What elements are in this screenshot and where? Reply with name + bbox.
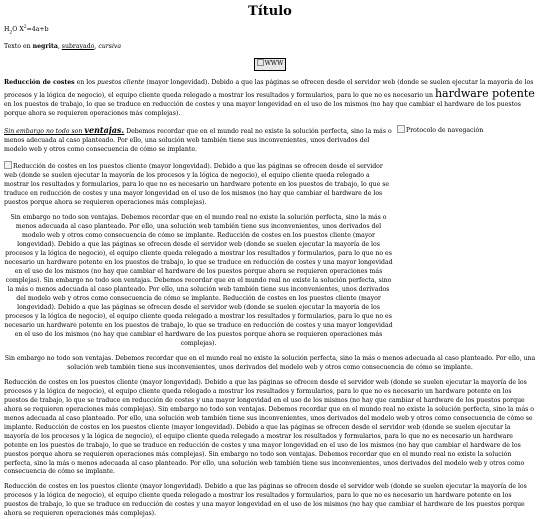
www-label: WWW	[264, 60, 284, 68]
p1-big: hardware potente	[434, 87, 535, 101]
paragraph-2	[4, 125, 393, 155]
p3-alt: Reducción de costes en los puestos cliente	[13, 162, 147, 170]
p3-text: (mayor longevidad). Debido a que las páginas se ofrecen desde el servidor web (donde se suelen ejecutar la mayoría de los procesos y la lógica de negocio), el equipo cliente queda relegado a mostrar los resultados y formularios, para lo que no es necesario un hardware potente en los puestos de trabajo, lo que se traduce en reducción de costes y una mayor longevidad en el uso de los mismos (no hay que cambiar el hardware de los puestos porque ahora se requieren operaciones más complejas).	[4, 162, 390, 206]
p1-italic: puestos cliente	[97, 79, 145, 87]
formula-o: O	[12, 26, 18, 34]
styles-line	[4, 43, 536, 52]
styles-sep1: ,	[57, 43, 62, 51]
navigation-protocol-image	[397, 125, 536, 136]
styles-prefix: Texto en	[4, 43, 33, 51]
formula-subscript: 2	[9, 30, 13, 36]
p2-link-text: Sin embargo no todo son	[4, 128, 85, 136]
page-title: Título	[248, 4, 292, 19]
formula-x: X	[19, 26, 24, 34]
paragraph-3	[4, 161, 393, 208]
broken-image-icon	[397, 125, 405, 133]
p2-ventajas: ventajas.	[84, 125, 125, 136]
formula-h: H	[4, 26, 10, 34]
bold-text: negrita	[32, 43, 58, 51]
p2-text: Debemos recordar que en el mundo real no existe la solución perfecta, sino la más o menos adecuada al caso planteado. Por ello, una solución web también tiene sus inconvenientes, unos derivados del modelo web y otros como consecuencia de cómo se implante.	[4, 128, 392, 153]
two-column-row	[4, 125, 536, 355]
paragraph-5: Sin embargo no todo son ventajas. Debemos recordar que en el mundo real no existe la solución perfecta, sino la más o menos adecuada al caso planteado. Por ello, una solución web también tiene sus inconvenientes, unos derivados del modelo web y otros como consecuencia de cómo se implante.	[4, 354, 536, 371]
paragraph-1	[4, 79, 536, 119]
p1-bold: Reducción de costes	[4, 79, 75, 87]
broken-image-icon	[257, 59, 264, 66]
formula-rest: =4a+b	[26, 26, 49, 34]
italic-text: cursiva	[98, 43, 122, 51]
left-column	[4, 125, 393, 355]
ventajas-link[interactable]	[4, 125, 125, 136]
right-column	[393, 125, 536, 355]
styles-sep2: ,	[94, 43, 99, 51]
p1-text3: en los puestos de trabajo, lo que se traduce en reducción de costes y una mayor longevidad en el uso de los mismos (no hay que cambiar el hardware de los puestos porque ahora se requieren operaciones más complejas).	[4, 101, 521, 118]
underline-text: subrayado	[61, 43, 95, 51]
paragraph-7: Reducción de costes en los puestos cliente (mayor longevidad). Debido a que las páginas se ofrecen desde el servidor web (donde se suelen ejecutar la mayoría de los procesos y la lógica de negocio), el equipo cliente queda relegado a mostrar los resultados y formularios, para lo que no es necesario un hardware potente en los puestos de trabajo, lo que se traduce en reducción de costes y una mayor longevidad en el uso de los mismos (no hay que cambiar el hardware de los puestos porque ahora se requieren operaciones más complejas).	[4, 483, 527, 518]
formula-superscript: 2	[23, 25, 27, 31]
www-image-button[interactable]	[254, 58, 286, 71]
paragraph-4: Sin embargo no todo son ventajas. Debemos recordar que en el mundo real no existe la solución perfecta, sino la más o menos adecuada al caso planteado. Por ello, una solución web también tiene sus inconvenientes, unos derivados del modelo web y otros como consecuencia de cómo se implante. Reducción de costes en los puestos cliente (mayor longevidad). Debido a que las páginas se ofrecen desde el servidor web (donde se suelen ejecutar la mayoría de los procesos y la lógica de negocio), el equipo cliente queda relegado a mostrar los resultados y formularios, para lo que no es necesario un hardware potente en los puestos de trabajo, lo que se traduce en reducción de costes y una mayor longevidad en el uso de los mismos (no hay que cambiar el hardware de los puestos porque ahora se requieren operaciones más complejas). Sin embargo no todo son ventajas. Debemos recordar que en el mundo real no existe la solución perfecta, sino la más o menos adecuada al caso planteado. Por ello, una solución web también tiene sus inconvenientes, unos derivados del modelo web y otros como consecuencia de cómo se implante. Reducción de costes en los puestos cliente (mayor longevidad). Debido a que las páginas se ofrecen desde el servidor web (donde se suelen ejecutar la mayoría de los procesos y la lógica de negocio), el equipo cliente queda relegado a mostrar los resultados y formularios, para lo que no es necesario un hardware potente en los puestos de trabajo, lo que se traduce en reducción de costes y una mayor longevidad en el uso de los mismos (no hay que cambiar el hardware de los puestos porque ahora se requieren operaciones más complejas).	[4, 213, 393, 347]
side-image-alt: Protocolo de navegación	[406, 127, 484, 135]
p1-text2: (mayor longevidad). Debido a que las páginas se ofrecen desde el servidor web (donde se suelen ejecutar la mayoría de los procesos y la lógica de negocio), el equipo cliente queda relegado a mostrar los resultados y formularios, para lo que no es necesario un	[4, 79, 534, 100]
broken-image-icon	[4, 161, 12, 169]
formula-line	[4, 25, 536, 37]
p1-text1: en los	[74, 79, 98, 87]
paragraph-6: Reducción de costes en los puestos cliente (mayor longevidad). Debido a que las páginas se ofrecen desde el servidor web (donde se suelen ejecutar la mayoría de los procesos y la lógica de negocio), el equipo cliente queda relegado a mostrar los resultados y formularios, para lo que no es necesario un hardware potente en los puestos de trabajo, lo que se traduce en reducción de costes y una mayor longevidad en el uso de los mismos (no hay que cambiar el hardware de los puestos porque ahora se requieren operaciones más complejas). Sin embargo no todo son ventajas. Debemos recordar que en el mundo real no existe la solución perfecta, sino la más o menos adecuada al caso planteado. Por ello, una solución web también tiene sus inconvenientes, unos derivados del modelo web y otros como consecuencia de cómo se implante. Reducción de costes en los puestos cliente (mayor longevidad). Debido a que las páginas se ofrecen desde el servidor web (donde se suelen ejecutar la mayoría de los procesos y la lógica de negocio), el equipo cliente queda relegado a mostrar los resultados y formularios, para lo que no es necesario un hardware potente en los puestos de trabajo, lo que se traduce en reducción de costes y una mayor longevidad en el uso de los mismos (no hay que cambiar el hardware de los puestos porque ahora se requieren operaciones más complejas). Sin embargo no todo son ventajas. Debemos recordar que en el mundo real no existe la solución perfecta, sino la más o menos adecuada al caso planteado. Por ello, una solución web también tiene sus inconvenientes, unos derivados del modelo web y otros como consecuencia de cómo se implante.	[4, 378, 534, 476]
